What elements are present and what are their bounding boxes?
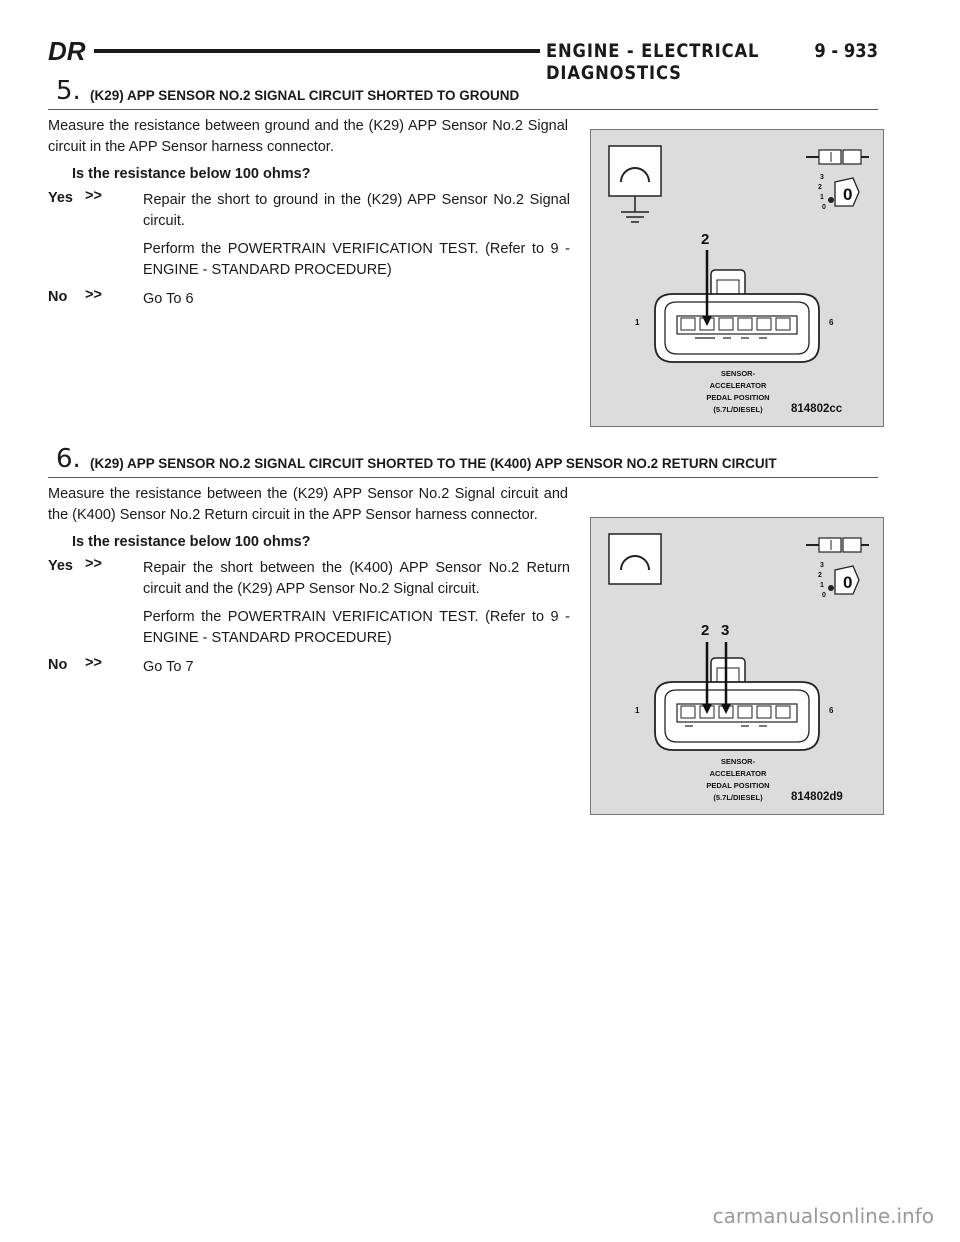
connector-icon — [655, 270, 819, 362]
ground-symbol-icon — [621, 196, 649, 222]
step-number: 5. — [56, 76, 81, 106]
meter-reading: 0 — [843, 573, 853, 592]
meter-scale-2: 2 — [818, 184, 822, 191]
ohmmeter-icon — [609, 146, 661, 196]
figure-code: 814802d9 — [791, 791, 843, 803]
answer-no-text: Go To 6 — [143, 291, 194, 307]
pin-label-left: 1 — [635, 318, 640, 327]
meter-scale-1: 1 — [820, 194, 824, 201]
pin-label-right: 6 — [829, 318, 834, 327]
answer-yes-text: Repair the short to ground in the (K29) APP Sensor No.2 Signal circuit. — [143, 192, 570, 229]
step-instruction: Measure the resistance between the (K29) APP Sensor No.2 Signal circuit and the (K400) Sensor No.2 Return circuit in the APP Sensor harness connector. — [48, 486, 568, 523]
meter-scale-3: 3 — [820, 562, 824, 569]
figure-caption — [683, 368, 793, 416]
ohmmeter-icon — [609, 534, 661, 584]
watermark: carmanualsonline.info — [712, 1204, 934, 1228]
connector-icon — [655, 658, 819, 750]
step-number: 6. — [56, 444, 81, 474]
answer-yes-label: Yes — [48, 558, 73, 574]
step-question: Is the resistance below 100 ohms? — [72, 166, 311, 182]
caption-line: SENSOR- — [720, 369, 756, 378]
answer-yes-text: Repair the short between the (K400) APP Sensor No.2 Return circuit and the (K29) APP Sensor No.2 Signal circuit. — [143, 560, 570, 597]
answer-yes — [48, 190, 570, 281]
caption-line: ACCELERATOR — [709, 769, 767, 778]
answer-no — [48, 289, 570, 310]
caption-line: ACCELERATOR — [709, 381, 767, 390]
answer-arrow: >> — [85, 287, 102, 303]
meter-scale-0: 0 — [822, 592, 826, 599]
header-rule — [94, 49, 540, 53]
pin-label-left: 1 — [635, 706, 640, 715]
answer-no-text: Go To 7 — [143, 659, 194, 675]
model-code: DR — [48, 36, 86, 66]
caption-line: (5.7L/DIESEL) — [713, 793, 763, 802]
step-title: (K29) APP SENSOR NO.2 SIGNAL CIRCUIT SHORTED TO THE (K400) APP SENSOR NO.2 RETURN CIRCUIT — [90, 456, 777, 471]
answer-yes-reference: Perform the POWERTRAIN VERIFICATION TEST. (Refer to 9 - ENGINE - STANDARD PROCEDURE) — [143, 241, 570, 278]
answer-arrow: >> — [85, 188, 102, 204]
meter-scale-0: 0 — [822, 204, 826, 211]
answer-yes — [48, 558, 570, 649]
answer-no — [48, 657, 570, 678]
pin-callout: 3 — [721, 622, 730, 639]
pin-label-right: 6 — [829, 706, 834, 715]
step-instruction: Measure the resistance between ground and the (K29) APP Sensor No.2 Signal circuit in the APP Sensor harness connector. — [48, 118, 568, 155]
caption-line: (5.7L/DIESEL) — [713, 405, 763, 414]
answer-yes-reference: Perform the POWERTRAIN VERIFICATION TEST. (Refer to 9 - ENGINE - STANDARD PROCEDURE) — [143, 609, 570, 646]
pin-callout: 2 — [701, 622, 710, 639]
answer-arrow: >> — [85, 556, 102, 572]
page-number: 9 - 933 — [814, 40, 878, 62]
answer-arrow: >> — [85, 655, 102, 671]
meter-scale-2: 2 — [818, 572, 822, 579]
test-leads-icon — [806, 538, 869, 552]
figure-caption — [683, 756, 793, 804]
meter-scale-1: 1 — [820, 582, 824, 589]
figure-814802d9 — [590, 517, 884, 815]
test-leads-icon — [806, 150, 869, 164]
step-question: Is the resistance below 100 ohms? — [72, 534, 311, 550]
page-header — [48, 36, 878, 84]
step-title: (K29) APP SENSOR NO.2 SIGNAL CIRCUIT SHORTED TO GROUND — [90, 88, 520, 103]
meter-scale-3: 3 — [820, 174, 824, 181]
caption-line: SENSOR- — [720, 757, 756, 766]
caption-line: PEDAL POSITION — [706, 781, 770, 790]
answer-yes-label: Yes — [48, 190, 73, 206]
meter-reading: 0 — [843, 185, 853, 204]
step-heading — [48, 444, 878, 478]
figure-814802cc — [590, 129, 884, 427]
step-heading — [48, 76, 878, 110]
caption-line: PEDAL POSITION — [706, 393, 770, 402]
answer-no-label: No — [48, 289, 68, 305]
section-title: ENGINE - ELECTRICAL DIAGNOSTICS — [546, 40, 760, 84]
figure-code: 814802cc — [791, 403, 843, 415]
pin-callout: 2 — [701, 231, 710, 248]
answer-no-label: No — [48, 657, 68, 673]
